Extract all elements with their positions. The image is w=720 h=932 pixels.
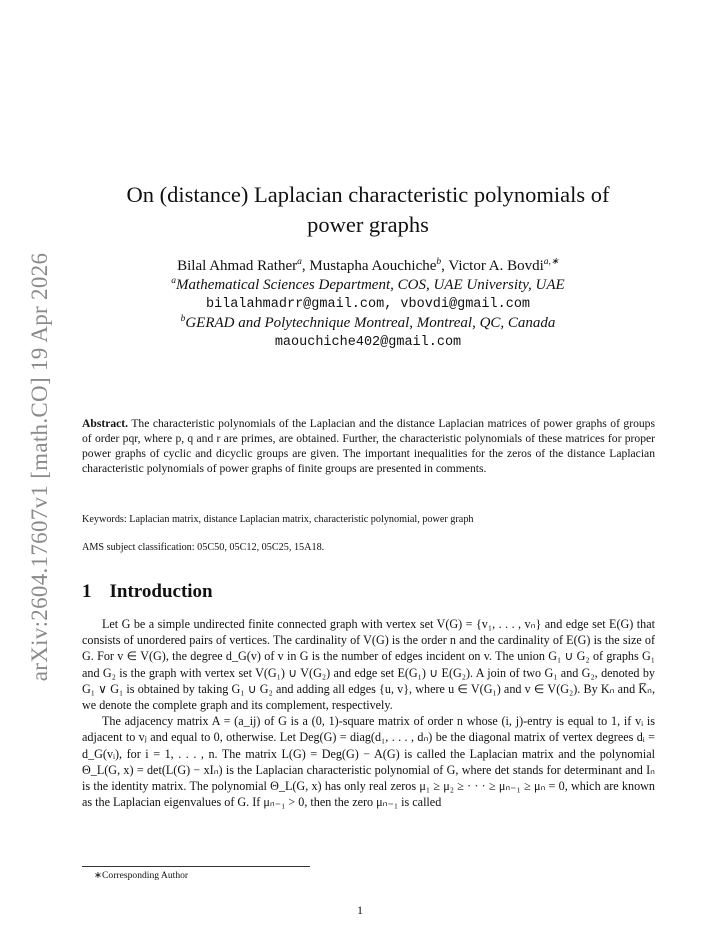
- page-number: 1: [357, 903, 363, 917]
- section-title: Introduction: [109, 581, 213, 602]
- section-number: 1: [82, 581, 92, 602]
- author-mark: a,∗: [543, 257, 559, 267]
- arxiv-identifier: arXiv:2604.17607v1 [math.CO] 19 Apr 2026: [27, 252, 52, 682]
- body-text: [82, 616, 655, 810]
- paragraph: Let G be a simple undirected finite connected graph with vertex set V(G) = {v₁, . . . , vₙ} and edge set E(G) that consists of unordered pairs of vertices. The cardinality of V(G) is the order n and the cardinality of E(G) is the size of G. For v ∈ V(G), the degree d_G(v) of v in G is the number of edges incident on v. The union G₁ ∪ G₂ of graphs G₁ and G₂ is the graph with vertex set V(G₁) ∪ V(G₂) and edge set E(G₁) ∪ E(G₂). A join of two G₁ and G₂, denoted by G₁ ∨ G₁ is obtained by taking G₁ ∪ G₂ and adding all edges {u, v}, where u ∈ V(G₁) and v ∈ V(G₂). By Kₙ and K̅ₙ, we denote the complete graph and its complement, respectively.: [82, 617, 655, 713]
- title-line-2: power graphs: [307, 212, 429, 237]
- affiliation-a: $^a$Mathematical Sciences Department, COS, UAE University, UAE: [171, 276, 565, 293]
- ams-classification: AMS subject classification: 05C50, 05C12, 05C25, 15A18.: [82, 542, 325, 553]
- title-line-1: On (distance) Laplacian characteristic polynomials of: [126, 182, 610, 207]
- author-name: Bilal Ahmad Rather: [177, 258, 298, 274]
- section-heading: [82, 581, 213, 603]
- author-block: [80, 257, 656, 352]
- affiliation-b: $^b$GERAD and Polytechnique Montreal, Montreal, QC, Canada: [180, 314, 556, 331]
- author-name: Victor A. Bovdi: [448, 258, 544, 274]
- keywords: Keywords: Laplacian matrix, distance Laplacian matrix, characteristic polynomial, power graph: [82, 514, 474, 525]
- author-name: Mustapha Aouchiche: [309, 258, 437, 274]
- paragraph: The adjacency matrix A = (a_ij) of G is a (0, 1)-square matrix of order n whose (i, j)-entry is equal to 1, if vᵢ is adjacent to vⱼ and equal to 0, otherwise. Let Deg(G) = diag(d₁, . . . , dₙ) be the diagonal matrix of vertex degrees dᵢ = d_G(vᵢ), for i = 1, . . . , n. The matrix L(G) = Deg(G) − A(G) is called the Laplacian matrix and the polynomial Θ_L(G, x) = det(L(G) − xIₙ) is the Laplacian characteristic polynomial of G, where det stands for determinant and Iₙ is the identity matrix. The polynomial Θ_L(G, x) has only real zeros μ₁ ≥ μ₂ ≥ · · · ≥ μₙ₋₁ ≥ μₙ = 0, which are known as the Laplacian eigenvalues of G. If μₙ₋₁ > 0, then the zero μₙ₋₁ is called: [82, 714, 655, 810]
- author-mark: b: [436, 257, 442, 267]
- emails-a: bilalahmadrr@gmail.com, vbovdi@gmail.com: [205, 297, 531, 312]
- footnote-rule: [82, 866, 310, 867]
- abstract-text: The characteristic polynomials of the Laplacian and the distance Laplacian matrices of power graphs of groups of order pqr, where p, q and r are primes, are obtained. Further, the characteristic polynomials of these matrices for proper power graphs of cyclic and dicyclic groups are given. The important inequalities for the zeros of the distance Laplacian characteristic polynomials of power graphs of finite groups are presented in comments.: [82, 417, 655, 475]
- abstract: [82, 416, 655, 476]
- footnote: ∗Corresponding Author: [94, 870, 189, 881]
- abstract-label: Abstract.: [82, 417, 129, 430]
- paper-title: [80, 180, 656, 240]
- author-names: Bilal Ahmad Rather$^a$, Mustapha Aouchiche$^b$, Victor A. Bovdi$^{a,∗}$: [177, 257, 559, 274]
- author-mark: a: [297, 257, 302, 267]
- email-b: maouchiche402@gmail.com: [274, 335, 462, 350]
